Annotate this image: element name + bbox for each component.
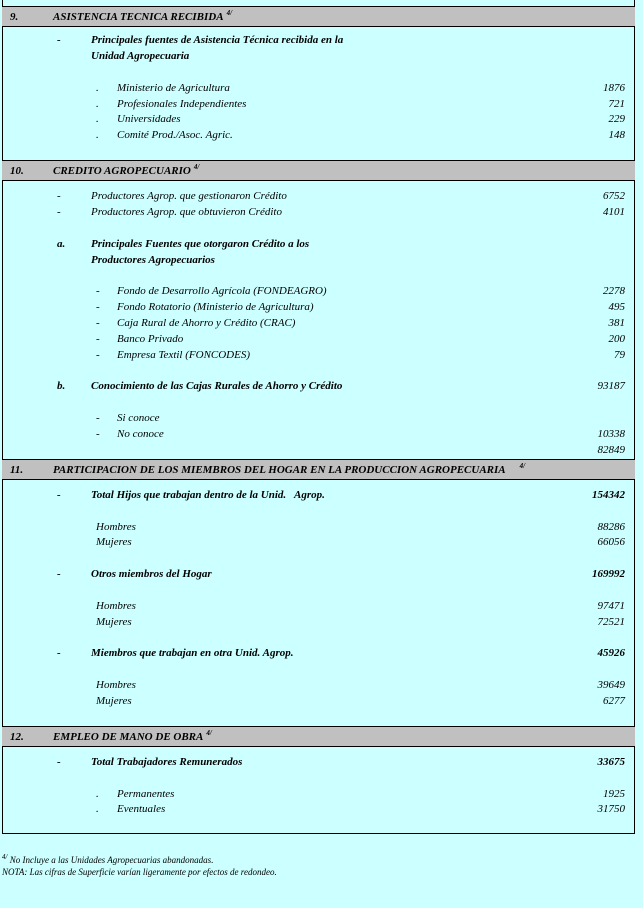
cell-value: 66056 xyxy=(597,536,625,548)
s9-heading xyxy=(0,34,643,50)
cell-label: Unidad Agropecuaria xyxy=(91,50,190,62)
cell-label: Otros miembros del Hogar xyxy=(91,568,212,580)
table-row xyxy=(0,317,643,333)
table-row xyxy=(0,616,643,632)
s10-subheading-a-cont xyxy=(0,254,643,270)
cell-label: Comité Prod./Asoc. Agric. xyxy=(117,129,233,141)
section-number: 10. xyxy=(10,165,24,177)
cell-value: 148 xyxy=(608,129,625,141)
cell-value: 721 xyxy=(608,98,625,110)
row-marker: - xyxy=(57,34,61,46)
table-row xyxy=(0,333,643,349)
cell-label: Mujeres xyxy=(96,536,132,548)
cell-value: 31750 xyxy=(597,803,625,815)
row-marker: a. xyxy=(57,238,66,250)
s9-heading-cont xyxy=(0,50,643,66)
table-row xyxy=(0,428,643,444)
row-marker: - xyxy=(96,301,100,313)
cell-value: 72521 xyxy=(597,616,625,628)
row-marker: - xyxy=(57,489,61,501)
s11-group-heading xyxy=(0,647,643,663)
cell-value: 88286 xyxy=(597,521,625,533)
cell-label: Hombres xyxy=(96,679,136,691)
row-marker: - xyxy=(96,412,100,424)
cell-label: Conocimiento de las Cajas Rurales de Ahorro y Crédito xyxy=(91,380,343,392)
row-marker: - xyxy=(57,206,61,218)
section-title: ASISTENCIA TECNICA RECIBIDA $^{4/}$ xyxy=(53,9,233,23)
cell-value: 33675 xyxy=(597,756,625,768)
section-header-12 xyxy=(2,726,635,747)
cell-value: 6752 xyxy=(603,190,625,202)
section-title: EMPLEO DE MANO DE OBRA $^{4/}$ xyxy=(53,729,212,743)
row-marker: - xyxy=(96,285,100,297)
table-row xyxy=(0,190,643,206)
s11-group-heading xyxy=(0,489,643,505)
s10-subheading-a xyxy=(0,238,643,254)
cell-label: Productores Agrop. que gestionaron Crédito xyxy=(91,190,287,202)
cell-value: 154342 xyxy=(592,489,625,501)
row-marker: - xyxy=(96,428,100,440)
table-row xyxy=(0,521,643,537)
section-number: 12. xyxy=(10,731,24,743)
cell-label: Banco Privado xyxy=(117,333,184,345)
nota: NOTA: Las cifras de Superficie varían ligeramente por efectos de redondeo. xyxy=(2,867,277,877)
cell-label: Profesionales Independientes xyxy=(117,98,247,110)
cell-value: 10338 xyxy=(597,428,625,440)
table-row xyxy=(0,301,643,317)
row-marker: . xyxy=(96,82,99,94)
table-row xyxy=(0,206,643,222)
table-bottom-border xyxy=(2,833,635,834)
cell-value: 381 xyxy=(608,317,625,329)
cell-value: 1925 xyxy=(603,788,625,800)
table-row xyxy=(0,113,643,129)
cell-value: 39649 xyxy=(597,679,625,691)
row-marker: . xyxy=(96,113,99,125)
table-row xyxy=(0,803,643,819)
cell-value: 169992 xyxy=(592,568,625,580)
cell-label: Hombres xyxy=(96,521,136,533)
section-title: CREDITO AGROPECUARIO $^{4/}$ xyxy=(53,163,200,177)
cell-label: No conoce xyxy=(117,428,164,440)
cell-label: Total Trabajadores Remunerados xyxy=(91,756,243,768)
table-row xyxy=(0,349,643,365)
row-marker: - xyxy=(96,333,100,345)
cell-label: Productores Agrop. que obtuvieron Crédito xyxy=(91,206,282,218)
section-header-11 xyxy=(2,459,635,480)
row-marker: - xyxy=(57,190,61,202)
cell-label: Empresa Textil (FONCODES) xyxy=(117,349,251,361)
cell-value: 93187 xyxy=(597,380,625,392)
cell-label: Fondo Rotatorio (Ministerio de Agricultura) xyxy=(117,301,314,313)
row-marker: - xyxy=(57,647,61,659)
row-marker: b. xyxy=(57,380,66,392)
cell-value: 6277 xyxy=(603,695,625,707)
table-row xyxy=(0,444,643,460)
cell-label: Si conoce xyxy=(117,412,160,424)
cell-label: Ministerio de Agricultura xyxy=(117,82,230,94)
cell-value: 1876 xyxy=(603,82,625,94)
s10-subheading-b xyxy=(0,380,643,396)
cell-value: 97471 xyxy=(597,600,625,612)
cell-label: Principales fuentes de Asistencia Técnica recibida en la xyxy=(91,34,344,46)
cell-value: 495 xyxy=(608,301,625,313)
cell-value: 4101 xyxy=(603,206,625,218)
s12-heading xyxy=(0,756,643,772)
cell-value: 82849 xyxy=(597,444,625,456)
table-row xyxy=(0,412,643,428)
cell-value: 79 xyxy=(614,349,625,361)
cell-value: 45926 xyxy=(597,647,625,659)
cell-label: Mujeres xyxy=(96,695,132,707)
cell-label: Fondo de Desarrollo Agrícola (FONDEAGRO) xyxy=(117,285,327,297)
cell-value: 200 xyxy=(608,333,625,345)
cell-label: Total Hijos que trabajan dentro de la Unid. Agrop. xyxy=(91,489,325,501)
cell-label: Permanentes xyxy=(117,788,175,800)
section-header-9 xyxy=(2,6,635,27)
footnote: $^{4/}$ No Incluye a las Unidades Agropecuarias abandonadas. xyxy=(2,853,214,865)
cell-value: 229 xyxy=(608,113,625,125)
cell-label: Hombres xyxy=(96,600,136,612)
cell-label: Eventuales xyxy=(117,803,166,815)
table-row xyxy=(0,695,643,711)
cell-label: Principales Fuentes que otorgaron Crédito a los xyxy=(91,238,310,250)
table-row xyxy=(0,129,643,145)
cell-label: Miembros que trabajan en otra Unid. Agrop. xyxy=(91,647,294,659)
table-row xyxy=(0,600,643,616)
cell-label: Productores Agropecuarios xyxy=(91,254,215,266)
row-marker: - xyxy=(57,756,61,768)
row-marker: - xyxy=(96,317,100,329)
section-number: 11. xyxy=(10,464,24,476)
row-marker: . xyxy=(96,803,99,815)
row-marker: - xyxy=(57,568,61,580)
table-row xyxy=(0,285,643,301)
section-header-10 xyxy=(2,160,635,181)
table-row xyxy=(0,82,643,98)
cell-label: Mujeres xyxy=(96,616,132,628)
row-marker: - xyxy=(96,349,100,361)
section-number: 9. xyxy=(10,11,19,23)
cell-label: Universidades xyxy=(117,113,181,125)
table-row xyxy=(0,679,643,695)
cell-label: Caja Rural de Ahorro y Crédito (CRAC) xyxy=(117,317,296,329)
section-title: PARTICIPACION DE LOS MIEMBROS DEL HOGAR EN LA PRODUCCION AGROPECUARIA $^{4/}$ xyxy=(53,462,526,476)
table-row xyxy=(0,788,643,804)
row-marker: . xyxy=(96,788,99,800)
row-marker: . xyxy=(96,98,99,110)
table-row xyxy=(0,98,643,114)
row-marker: . xyxy=(96,129,99,141)
cell-value: 2278 xyxy=(603,285,625,297)
s11-group-heading xyxy=(0,568,643,584)
table-row xyxy=(0,536,643,552)
